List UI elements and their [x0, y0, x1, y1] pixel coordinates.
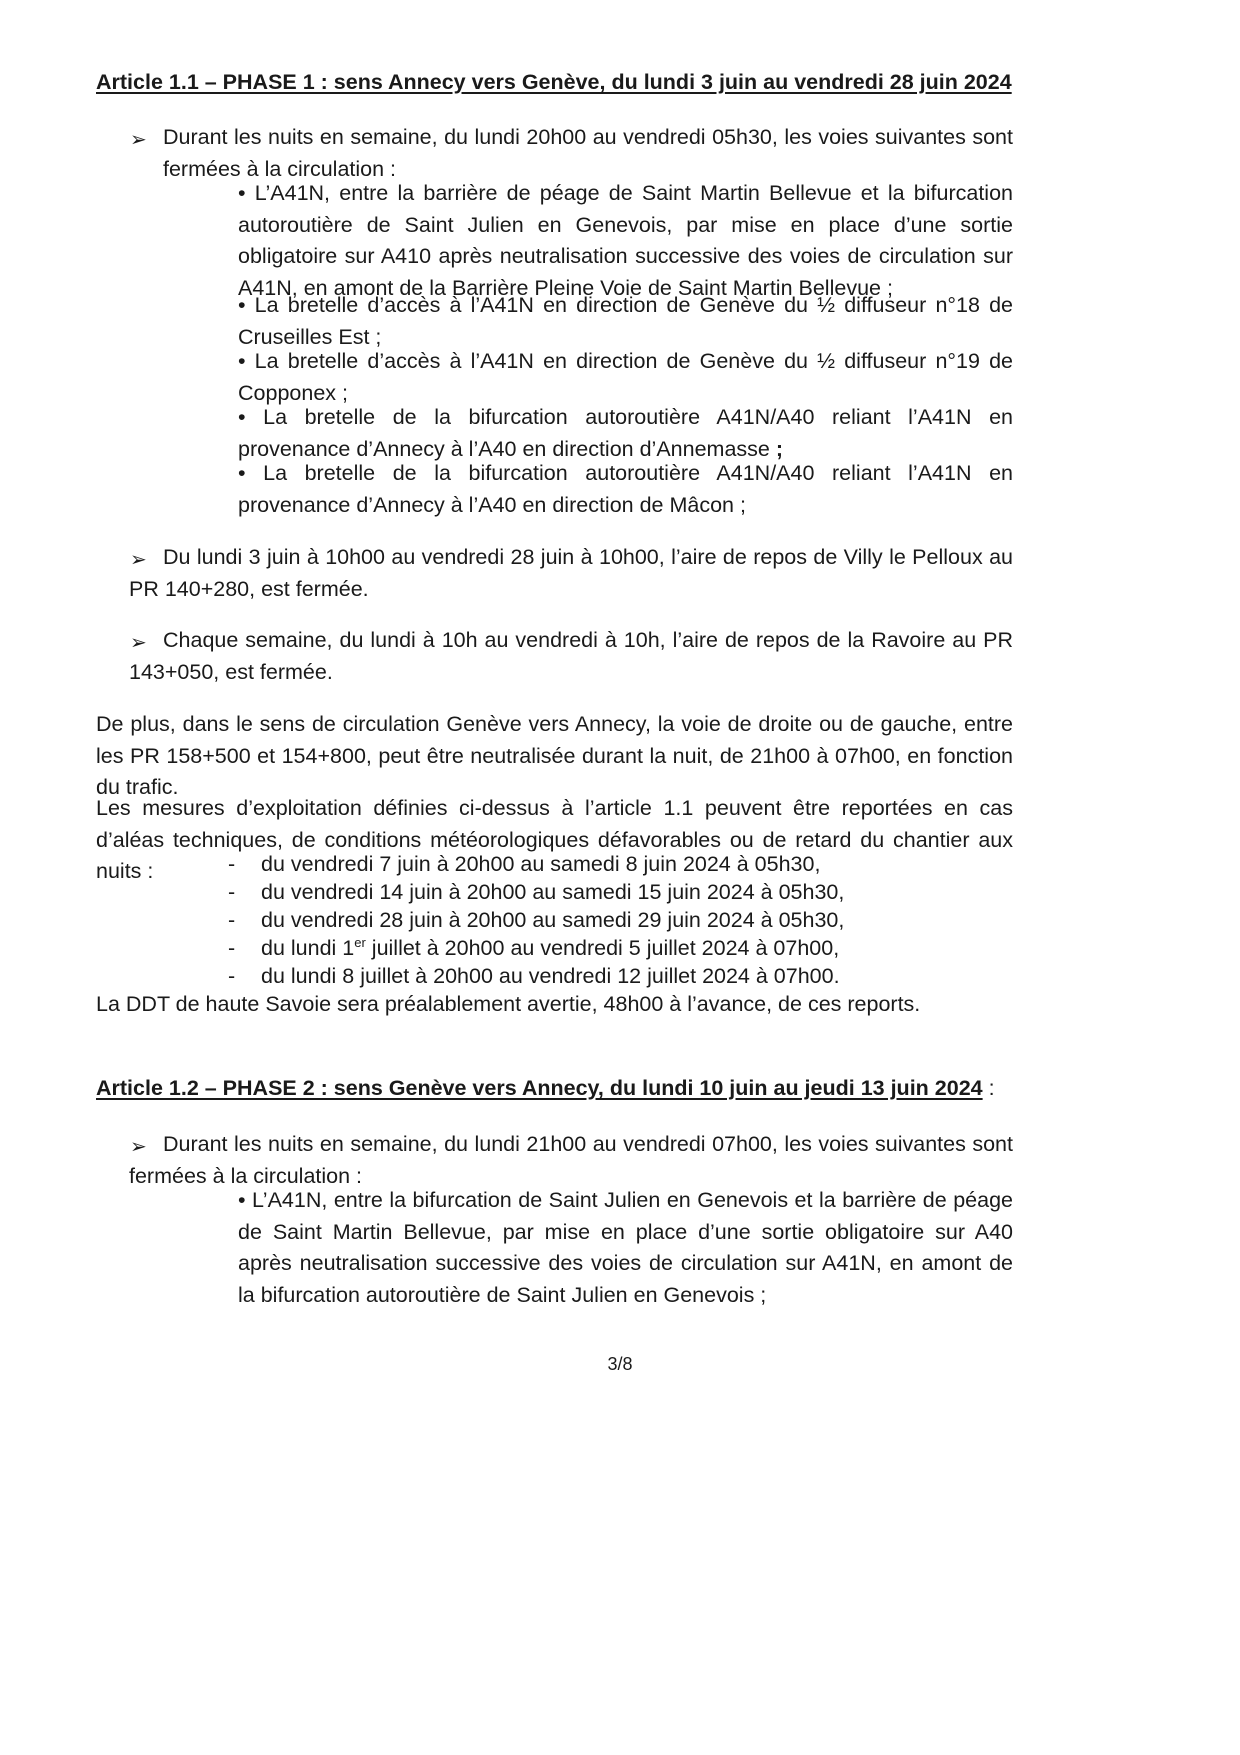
date-item-1: du vendredi 7 juin à 20h00 au samedi 8 juin 2024 à 05h30,: [261, 852, 821, 876]
date-item-5: du lundi 8 juillet à 20h00 au vendredi 12 juillet 2024 à 07h00.: [261, 964, 840, 988]
arrow-bullet-icon: ➢: [130, 1134, 147, 1158]
date-item-4-start: du lundi 1: [261, 936, 355, 960]
ordinal-superscript: er: [354, 934, 366, 950]
bullet-villy-le-pelloux: Du lundi 3 juin à 10h00 au vendredi 28 juin à 10h00, l’aire de repos de Villy le Pelloux au PR 140+280, est fermée.: [129, 545, 1013, 601]
dash-marker: -: [228, 964, 236, 988]
date-item-2: du vendredi 14 juin à 20h00 au samedi 15 juin 2024 à 05h30,: [261, 880, 845, 904]
paragraph-de-plus: De plus, dans le sens de circulation Genève vers Annecy, la voie de droite ou de gauche, entre les PR 158+500 et 154+800, peut être neutralisée durant la nuit, de 21h00 à 07h00, en fonction du trafic.: [96, 712, 1013, 799]
sub-item-macon: • La bretelle de la bifurcation autoroutière A41N/A40 reliant l’A41N en provenance d’Annecy à l’A40 en direction de Mâcon ;: [238, 461, 1013, 517]
page-number: 3/8: [607, 1354, 633, 1374]
dash-marker: -: [228, 880, 236, 904]
bullet-nuits-semaine: Durant les nuits en semaine, du lundi 20h00 au vendredi 05h30, les voies suivantes sont fermées à la circulation :: [163, 125, 1013, 181]
date-item-3: du vendredi 28 juin à 20h00 au samedi 29 juin 2024 à 05h30,: [261, 908, 845, 932]
sub-item-a41n-closure: • L’A41N, entre la barrière de péage de Saint Martin Bellevue et la bifurcation autoroutière de Saint Julien en Genevois, par mise en place d’une sortie obligatoire sur A410 après neutralisation successive des voies de circulation sur A41N, en amont de la Barrière Pleine Voie de Saint Martin Bellevue ;: [238, 181, 1013, 300]
dash-marker: -: [228, 936, 236, 960]
date-item-4: [261, 933, 839, 965]
article-1-2-heading-line: [96, 1073, 1096, 1105]
dash-marker: -: [228, 908, 236, 932]
article-1-2-heading-tail: :: [982, 1076, 995, 1100]
sub-item-phase2-a41n: • L’A41N, entre la bifurcation de Saint Julien en Genevois et la barrière de péage de Saint Martin Bellevue, par mise en place d’une sortie obligatoire sur A40 après neutralisation successive des voies de circulation sur A41N, en amont de la bifurcation autoroutière de Saint Julien en Genevois ;: [238, 1188, 1013, 1307]
sub-item-annemasse: [238, 402, 1013, 465]
sub-item-copponex: • La bretelle d’accès à l’A41N en direction de Genève du ½ diffuseur n°19 de Copponex ;: [238, 349, 1013, 405]
arrow-bullet-icon: ➢: [130, 547, 147, 571]
arrow-bullet-icon: ➢: [130, 127, 147, 151]
bullet-ravoire: Chaque semaine, du lundi à 10h au vendredi à 10h, l’aire de repos de la Ravoire au PR 143+050, est fermée.: [129, 628, 1013, 684]
bullet-phase2-nuits: Durant les nuits en semaine, du lundi 21h00 au vendredi 07h00, les voies suivantes sont fermées à la circulation :: [129, 1132, 1013, 1188]
date-item-4-end: juillet à 20h00 au vendredi 5 juillet 2024 à 07h00,: [365, 936, 840, 960]
paragraph-ddt: La DDT de haute Savoie sera préalablement avertie, 48h00 à l’avance, de ces reports.: [96, 992, 921, 1016]
article-1-1-heading: Article 1.1 – PHASE 1 : sens Annecy vers Genève, du lundi 3 juin au vendredi 28 juin 2024: [96, 70, 1012, 94]
sub-item-annemasse-end: ;: [775, 436, 784, 461]
article-1-2-heading: Article 1.2 – PHASE 2 : sens Genève vers Annecy, du lundi 10 juin au jeudi 13 juin 2024: [96, 1076, 983, 1100]
sub-item-cruseilles: • La bretelle d’accès à l’A41N en direction de Genève du ½ diffuseur n°18 de Cruseilles Est ;: [238, 293, 1013, 349]
sub-item-annemasse-text: • La bretelle de la bifurcation autoroutière A41N/A40 reliant l’A41N en provenance d’Annecy à l’A40 en direction d’Annemasse: [238, 405, 1013, 461]
arrow-bullet-icon: ➢: [130, 630, 147, 654]
paragraph-mesures: Les mesures d’exploitation définies ci-dessus à l’article 1.1 peuvent être reportées en cas d’aléas techniques, de conditions météorologiques défavorables ou de retard du chantier aux nuits :: [96, 796, 1013, 883]
dash-marker: -: [228, 852, 236, 876]
